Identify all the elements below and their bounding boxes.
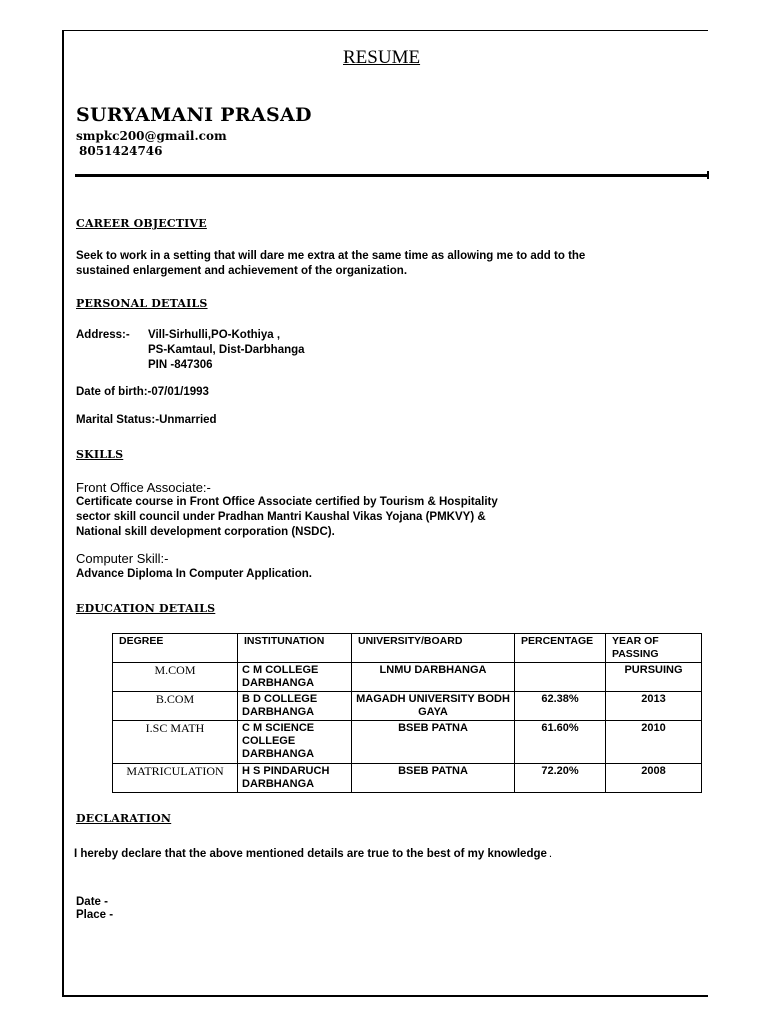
date-field: Date - — [76, 896, 108, 908]
percentage-cell: 62.38% — [515, 692, 606, 721]
address-line: PIN -847306 — [148, 359, 213, 371]
percentage-cell — [515, 663, 606, 692]
column-header-percentage: PERCENTAGE — [515, 634, 606, 663]
computer-skill-text: Advance Diploma In Computer Application. — [76, 568, 312, 580]
declaration-period: . — [548, 848, 553, 860]
column-header-university: UNIVERSITY/BOARD — [352, 634, 515, 663]
place-field: Place - — [76, 909, 114, 921]
front-office-title: Front Office Associate:- — [76, 480, 211, 495]
personal-details-heading: PERSONAL DETAILS — [76, 297, 208, 310]
degree-cell: B.COM — [113, 692, 238, 721]
table-header-row — [113, 634, 702, 663]
year-cell: PURSUING — [606, 663, 702, 692]
university-cell: LNMU DARBHANGA — [352, 663, 515, 692]
computer-skill-title: Computer Skill:- — [76, 551, 169, 566]
university-cell: BSEB PATNA — [352, 764, 515, 793]
address-block — [148, 328, 305, 373]
column-header-year: YEAR OF PASSING — [606, 634, 702, 663]
institution-cell: B D COLLEGE DARBHANGA — [238, 692, 352, 721]
header-divider — [75, 174, 708, 177]
degree-cell: MATRICULATION — [113, 764, 238, 793]
front-office-line: National skill development corporation (NSDC). — [76, 526, 335, 538]
year-cell: 2010 — [606, 721, 702, 764]
resume-page — [62, 30, 708, 997]
email-text: smpkc200@gmail.com — [76, 129, 227, 143]
front-office-text — [76, 495, 498, 540]
career-objective-line: Seek to work in a setting that will dare me extra at the same time as allowing me to add to the — [76, 250, 586, 262]
address-line: Vill-Sirhulli,PO-Kothiya , — [148, 329, 281, 341]
degree-cell: M.COM — [113, 663, 238, 692]
marital-status: Marital Status:-Unmarried — [76, 414, 217, 426]
declaration-statement: I hereby declare that the above mentioned details are true to the best of my knowledge — [74, 848, 547, 860]
candidate-name: SURYAMANI PRASAD — [76, 104, 312, 126]
front-office-line: sector skill council under Pradhan Mantri Kaushal Vikas Yojana (PMKVY) & — [76, 511, 486, 523]
percentage-cell: 61.60% — [515, 721, 606, 764]
career-objective-text — [76, 249, 585, 279]
institution-cell: C M SCIENCE COLLEGE DARBHANGA — [238, 721, 352, 764]
table-row — [113, 692, 702, 721]
column-header-institution: INSTITUNATION — [238, 634, 352, 663]
education-heading: EDUCATION DETAILS — [76, 602, 216, 615]
page-title: RESUME — [343, 47, 421, 68]
institution-cell: H S PINDARUCH DARBHANGA — [238, 764, 352, 793]
university-cell: MAGADH UNIVERSITY BODH GAYA — [352, 692, 515, 721]
declaration-heading: DECLARATION — [76, 812, 172, 825]
date-of-birth: Date of birth:-07/01/1993 — [76, 386, 209, 398]
front-office-line: Certificate course in Front Office Associate certified by Tourism & Hospitality — [76, 496, 498, 508]
year-cell: 2008 — [606, 764, 702, 793]
education-table — [112, 633, 702, 793]
address-line: PS-Kamtaul, Dist-Darbhanga — [148, 344, 305, 356]
table-row — [113, 721, 702, 764]
declaration-text — [74, 847, 552, 862]
address-label: Address:- — [76, 329, 130, 341]
column-header-degree: DEGREE — [113, 634, 238, 663]
degree-cell: I.SC MATH — [113, 721, 238, 764]
percentage-cell: 72.20% — [515, 764, 606, 793]
university-cell: BSEB PATNA — [352, 721, 515, 764]
skills-heading: SKILLS — [76, 448, 124, 461]
career-objective-heading: CAREER OBJECTIVE — [76, 217, 207, 230]
year-cell: 2013 — [606, 692, 702, 721]
header-divider-end — [707, 171, 709, 179]
table-row — [113, 764, 702, 793]
institution-cell: C M COLLEGE DARBHANGA — [238, 663, 352, 692]
table-row — [113, 663, 702, 692]
career-objective-line: sustained enlargement and achievement of the organization. — [76, 265, 408, 277]
phone-text: 8051424746 — [79, 144, 163, 158]
